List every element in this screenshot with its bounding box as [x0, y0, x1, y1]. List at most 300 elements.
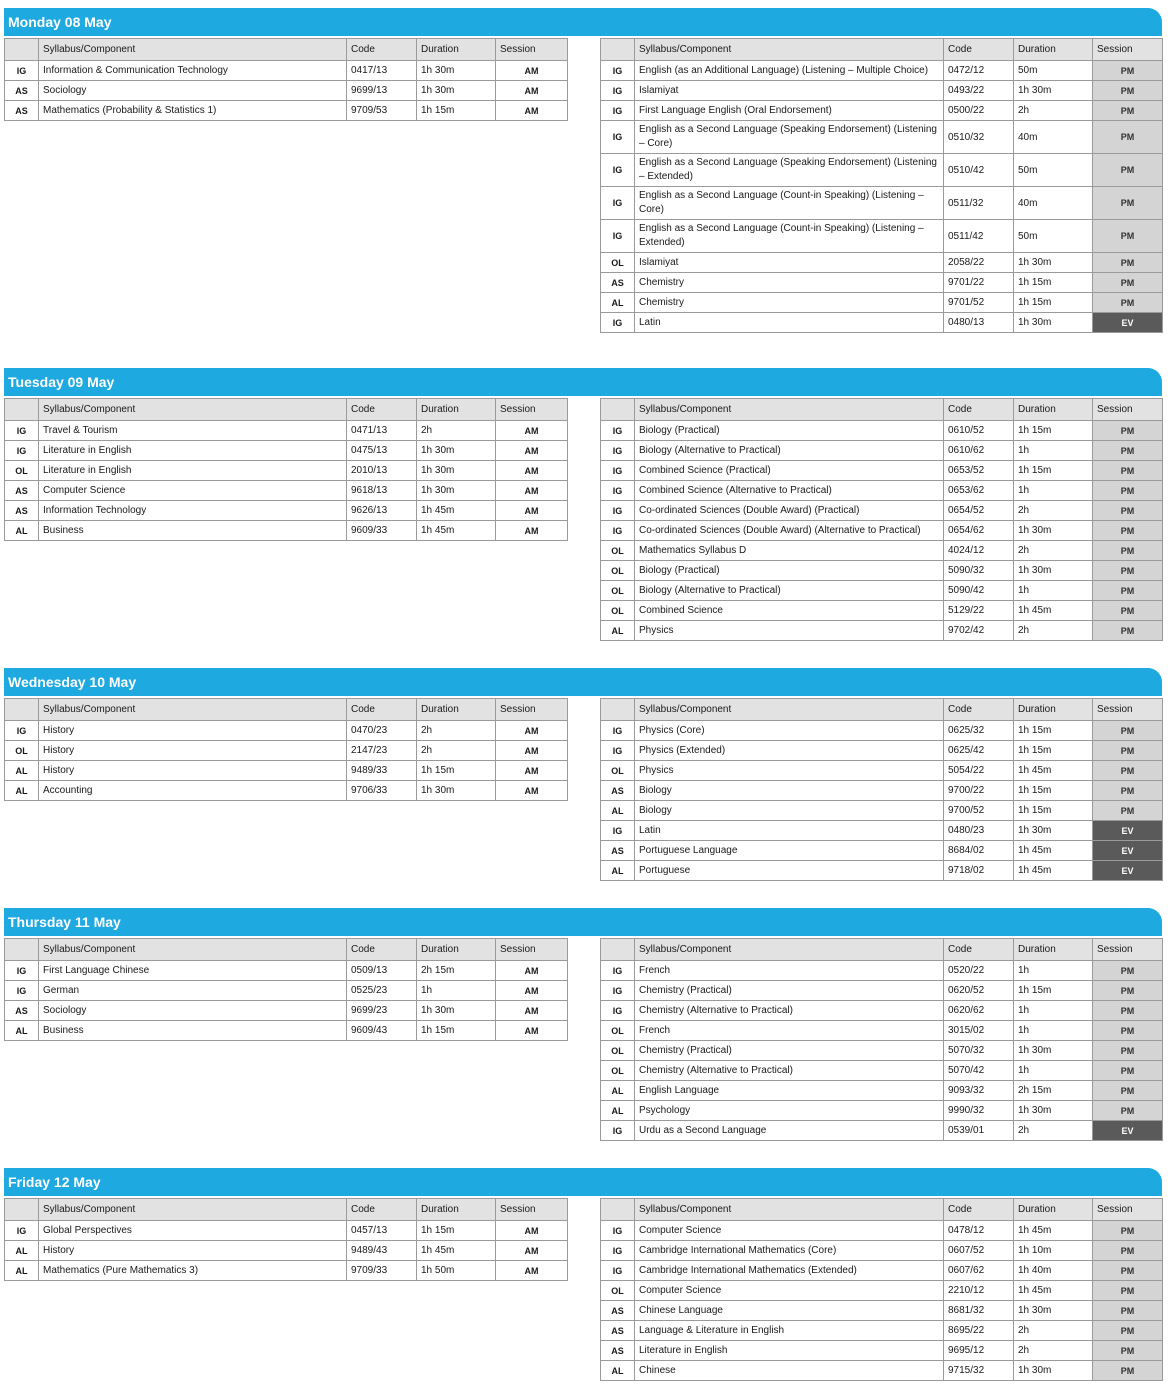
duration-header: Duration: [1014, 399, 1093, 421]
duration-header: Duration: [417, 399, 496, 421]
session-cell: PM: [1093, 101, 1163, 121]
duration-cell: 1h 45m: [1014, 761, 1093, 781]
code-cell: 0654/62: [944, 521, 1014, 541]
table-header-row: [5, 939, 568, 961]
syllabus-header: Syllabus/Component: [635, 399, 944, 421]
table-row: [601, 1261, 1163, 1281]
code-cell: 9609/43: [347, 1021, 417, 1041]
table-row: [601, 154, 1163, 187]
right-schedule-table: [600, 938, 1163, 1141]
table-row: [5, 61, 568, 81]
syllabus-cell: German: [39, 981, 347, 1001]
code-cell: 0654/52: [944, 501, 1014, 521]
level-cell: AS: [5, 481, 39, 501]
syllabus-cell: Sociology: [39, 81, 347, 101]
table-row: [5, 441, 568, 461]
duration-cell: 1h: [1014, 961, 1093, 981]
duration-cell: 1h 15m: [417, 1021, 496, 1041]
syllabus-header: Syllabus/Component: [635, 699, 944, 721]
level-cell: AS: [5, 501, 39, 521]
day-title: Friday 12 May: [4, 1168, 1162, 1196]
table-row: [601, 81, 1163, 101]
duration-cell: 1h 30m: [1014, 1361, 1093, 1381]
code-cell: 0607/52: [944, 1241, 1014, 1261]
code-cell: 0510/32: [944, 121, 1014, 154]
code-cell: 9715/32: [944, 1361, 1014, 1381]
syllabus-cell: Latin: [635, 313, 944, 333]
duration-cell: 1h: [1014, 441, 1093, 461]
code-cell: 0417/13: [347, 61, 417, 81]
level-cell: IG: [601, 313, 635, 333]
session-cell: PM: [1093, 1081, 1163, 1101]
duration-cell: 1h 30m: [1014, 1101, 1093, 1121]
duration-cell: 2h: [1014, 541, 1093, 561]
table-row: [601, 1241, 1163, 1261]
table-row: [601, 521, 1163, 541]
right-schedule-table: [600, 38, 1163, 333]
syllabus-header: Syllabus/Component: [635, 939, 944, 961]
table-row: [601, 741, 1163, 761]
session-cell: PM: [1093, 1241, 1163, 1261]
duration-cell: 2h: [417, 421, 496, 441]
duration-cell: 1h 30m: [1014, 1041, 1093, 1061]
code-cell: 9718/02: [944, 861, 1014, 881]
duration-cell: 1h 30m: [417, 481, 496, 501]
level-cell: IG: [5, 1221, 39, 1241]
session-cell: PM: [1093, 121, 1163, 154]
table-row: [601, 1021, 1163, 1041]
table-row: [5, 521, 568, 541]
code-cell: 5090/42: [944, 581, 1014, 601]
duration-cell: 1h 30m: [417, 81, 496, 101]
syllabus-cell: Biology (Alternative to Practical): [635, 581, 944, 601]
syllabus-cell: Latin: [635, 821, 944, 841]
level-cell: AL: [5, 1261, 39, 1281]
syllabus-header: Syllabus/Component: [39, 1199, 347, 1221]
level-cell: IG: [601, 1221, 635, 1241]
code-cell: 0510/42: [944, 154, 1014, 187]
syllabus-cell: History: [39, 721, 347, 741]
duration-header: Duration: [417, 39, 496, 61]
level-header: [5, 699, 39, 721]
duration-cell: 50m: [1014, 154, 1093, 187]
level-cell: AL: [5, 781, 39, 801]
code-cell: 0607/62: [944, 1261, 1014, 1281]
level-cell: OL: [601, 1021, 635, 1041]
duration-cell: 1h 45m: [1014, 1221, 1093, 1241]
syllabus-cell: Combined Science (Alternative to Practical): [635, 481, 944, 501]
level-cell: AS: [601, 1301, 635, 1321]
code-cell: 9618/13: [347, 481, 417, 501]
syllabus-cell: Business: [39, 1021, 347, 1041]
table-header-row: [5, 399, 568, 421]
table-row: [601, 1101, 1163, 1121]
table-row: [601, 1061, 1163, 1081]
duration-cell: 1h 15m: [1014, 421, 1093, 441]
session-cell: PM: [1093, 441, 1163, 461]
level-cell: IG: [601, 421, 635, 441]
left-schedule-table: [4, 398, 568, 541]
code-cell: 8695/22: [944, 1321, 1014, 1341]
level-cell: IG: [5, 61, 39, 81]
code-header: Code: [347, 39, 417, 61]
level-cell: IG: [601, 741, 635, 761]
syllabus-cell: Chinese Language: [635, 1301, 944, 1321]
syllabus-cell: English as a Second Language (Count-in Speaking) (Listening – Extended): [635, 220, 944, 253]
syllabus-header: Syllabus/Component: [635, 39, 944, 61]
syllabus-cell: Accounting: [39, 781, 347, 801]
table-header-row: [601, 699, 1163, 721]
left-schedule-table: [4, 38, 568, 121]
session-cell: PM: [1093, 781, 1163, 801]
session-cell: AM: [496, 1241, 568, 1261]
session-cell: PM: [1093, 461, 1163, 481]
code-header: Code: [347, 699, 417, 721]
code-cell: 5070/32: [944, 1041, 1014, 1061]
code-cell: 5129/22: [944, 601, 1014, 621]
code-cell: 9699/13: [347, 81, 417, 101]
session-cell: PM: [1093, 253, 1163, 273]
session-cell: PM: [1093, 1321, 1163, 1341]
duration-cell: 1h 15m: [1014, 781, 1093, 801]
level-cell: IG: [601, 220, 635, 253]
syllabus-cell: Chemistry (Practical): [635, 981, 944, 1001]
code-cell: 9990/32: [944, 1101, 1014, 1121]
syllabus-cell: Information & Communication Technology: [39, 61, 347, 81]
syllabus-cell: Chemistry: [635, 273, 944, 293]
duration-cell: 1h 15m: [1014, 721, 1093, 741]
table-row: [601, 541, 1163, 561]
syllabus-cell: Chemistry (Alternative to Practical): [635, 1061, 944, 1081]
table-row: [5, 1241, 568, 1261]
table-row: [5, 741, 568, 761]
level-cell: AL: [601, 1081, 635, 1101]
syllabus-cell: Portuguese: [635, 861, 944, 881]
session-cell: PM: [1093, 521, 1163, 541]
level-cell: OL: [601, 253, 635, 273]
syllabus-cell: English as a Second Language (Speaking Endorsement) (Listening – Extended): [635, 154, 944, 187]
duration-cell: 2h 15m: [1014, 1081, 1093, 1101]
code-header: Code: [347, 399, 417, 421]
table-row: [5, 481, 568, 501]
level-cell: IG: [601, 981, 635, 1001]
syllabus-cell: Information Technology: [39, 501, 347, 521]
table-row: [601, 781, 1163, 801]
syllabus-cell: Computer Science: [635, 1281, 944, 1301]
code-cell: 0509/13: [347, 961, 417, 981]
code-cell: 0610/52: [944, 421, 1014, 441]
session-cell: PM: [1093, 1361, 1163, 1381]
syllabus-cell: Co-ordinated Sciences (Double Award) (Practical): [635, 501, 944, 521]
table-row: [601, 841, 1163, 861]
table-row: [5, 501, 568, 521]
duration-cell: 1h: [1014, 1021, 1093, 1041]
table-row: [5, 781, 568, 801]
level-cell: IG: [601, 101, 635, 121]
syllabus-cell: French: [635, 1021, 944, 1041]
duration-cell: 1h 45m: [417, 1241, 496, 1261]
level-header: [5, 1199, 39, 1221]
code-cell: 9701/22: [944, 273, 1014, 293]
code-cell: 9626/13: [347, 501, 417, 521]
duration-cell: 1h 45m: [1014, 861, 1093, 881]
table-row: [5, 961, 568, 981]
code-cell: 0478/12: [944, 1221, 1014, 1241]
level-cell: IG: [601, 121, 635, 154]
table-row: [5, 421, 568, 441]
syllabus-cell: English (as an Additional Language) (Listening – Multiple Choice): [635, 61, 944, 81]
session-cell: PM: [1093, 481, 1163, 501]
session-cell: AM: [496, 81, 568, 101]
session-cell: EV: [1093, 841, 1163, 861]
table-row: [5, 101, 568, 121]
session-cell: PM: [1093, 561, 1163, 581]
session-header: Session: [496, 399, 568, 421]
code-cell: 0620/52: [944, 981, 1014, 1001]
syllabus-cell: French: [635, 961, 944, 981]
level-header: [601, 699, 635, 721]
code-cell: 0525/23: [347, 981, 417, 1001]
table-row: [601, 121, 1163, 154]
level-cell: AL: [601, 1101, 635, 1121]
session-cell: PM: [1093, 1221, 1163, 1241]
level-cell: IG: [601, 461, 635, 481]
table-header-row: [601, 1199, 1163, 1221]
table-row: [601, 1341, 1163, 1361]
level-cell: IG: [601, 1241, 635, 1261]
level-header: [5, 39, 39, 61]
table-row: [5, 81, 568, 101]
table-row: [601, 981, 1163, 1001]
duration-cell: 1h 45m: [417, 501, 496, 521]
code-cell: 0653/52: [944, 461, 1014, 481]
duration-header: Duration: [417, 699, 496, 721]
code-cell: 8681/32: [944, 1301, 1014, 1321]
syllabus-cell: Sociology: [39, 1001, 347, 1021]
duration-header: Duration: [1014, 1199, 1093, 1221]
session-cell: EV: [1093, 313, 1163, 333]
duration-cell: 1h 15m: [1014, 981, 1093, 1001]
code-cell: 3015/02: [944, 1021, 1014, 1041]
code-cell: 2058/22: [944, 253, 1014, 273]
code-cell: 0511/32: [944, 187, 1014, 220]
duration-cell: 1h 15m: [417, 1221, 496, 1241]
level-cell: AS: [601, 841, 635, 861]
duration-cell: 1h 50m: [417, 1261, 496, 1281]
table-row: [601, 1041, 1163, 1061]
syllabus-cell: Cambridge International Mathematics (Extended): [635, 1261, 944, 1281]
table-row: [5, 981, 568, 1001]
code-cell: 2210/12: [944, 1281, 1014, 1301]
syllabus-cell: Mathematics Syllabus D: [635, 541, 944, 561]
syllabus-cell: Chemistry: [635, 293, 944, 313]
level-cell: AL: [5, 1021, 39, 1041]
session-cell: PM: [1093, 541, 1163, 561]
syllabus-cell: Computer Science: [39, 481, 347, 501]
table-row: [601, 313, 1163, 333]
level-cell: IG: [601, 154, 635, 187]
level-cell: AS: [601, 1321, 635, 1341]
level-cell: AS: [5, 1001, 39, 1021]
right-schedule-table: [600, 1198, 1163, 1381]
code-cell: 9489/43: [347, 1241, 417, 1261]
session-cell: PM: [1093, 1261, 1163, 1281]
left-schedule-table: [4, 1198, 568, 1281]
level-cell: IG: [5, 421, 39, 441]
syllabus-cell: English Language: [635, 1081, 944, 1101]
table-row: [601, 1001, 1163, 1021]
code-cell: 0472/12: [944, 61, 1014, 81]
table-row: [601, 101, 1163, 121]
session-cell: PM: [1093, 81, 1163, 101]
level-cell: AL: [601, 801, 635, 821]
code-cell: 4024/12: [944, 541, 1014, 561]
duration-cell: 1h 40m: [1014, 1261, 1093, 1281]
level-cell: IG: [601, 961, 635, 981]
level-cell: AL: [601, 293, 635, 313]
code-cell: 9700/52: [944, 801, 1014, 821]
session-cell: PM: [1093, 721, 1163, 741]
level-cell: IG: [601, 721, 635, 741]
syllabus-cell: Chemistry (Practical): [635, 1041, 944, 1061]
table-header-row: [5, 39, 568, 61]
session-cell: AM: [496, 61, 568, 81]
code-cell: 0457/13: [347, 1221, 417, 1241]
level-cell: OL: [601, 601, 635, 621]
level-cell: AS: [601, 273, 635, 293]
table-header-row: [5, 699, 568, 721]
code-cell: 0653/62: [944, 481, 1014, 501]
code-cell: 0620/62: [944, 1001, 1014, 1021]
code-cell: 2010/13: [347, 461, 417, 481]
level-cell: AS: [5, 81, 39, 101]
duration-cell: 1h 15m: [417, 761, 496, 781]
level-cell: OL: [601, 561, 635, 581]
table-row: [601, 461, 1163, 481]
duration-header: Duration: [1014, 699, 1093, 721]
table-row: [601, 1221, 1163, 1241]
duration-cell: 2h 15m: [417, 961, 496, 981]
syllabus-cell: Portuguese Language: [635, 841, 944, 861]
table-row: [601, 1081, 1163, 1101]
session-header: Session: [496, 39, 568, 61]
session-header: Session: [1093, 39, 1163, 61]
level-cell: OL: [601, 541, 635, 561]
code-cell: 9093/32: [944, 1081, 1014, 1101]
day-title: Thursday 11 May: [4, 908, 1162, 936]
duration-cell: 1h 15m: [1014, 461, 1093, 481]
code-cell: 9695/12: [944, 1341, 1014, 1361]
table-row: [601, 601, 1163, 621]
table-row: [601, 441, 1163, 461]
code-cell: 0471/13: [347, 421, 417, 441]
session-cell: AM: [496, 421, 568, 441]
table-row: [601, 961, 1163, 981]
session-cell: AM: [496, 761, 568, 781]
table-row: [601, 581, 1163, 601]
duration-cell: 1h 30m: [1014, 1301, 1093, 1321]
day-title: Tuesday 09 May: [4, 368, 1162, 396]
syllabus-cell: Islamiyat: [635, 81, 944, 101]
code-cell: 0493/22: [944, 81, 1014, 101]
session-cell: AM: [496, 961, 568, 981]
session-cell: PM: [1093, 1341, 1163, 1361]
syllabus-cell: Co-ordinated Sciences (Double Award) (Alternative to Practical): [635, 521, 944, 541]
table-row: [601, 761, 1163, 781]
table-row: [601, 561, 1163, 581]
syllabus-cell: First Language English (Oral Endorsement): [635, 101, 944, 121]
code-cell: 5070/42: [944, 1061, 1014, 1081]
level-header: [5, 939, 39, 961]
session-header: Session: [1093, 1199, 1163, 1221]
syllabus-cell: Business: [39, 521, 347, 541]
session-cell: PM: [1093, 1061, 1163, 1081]
duration-cell: 1h 30m: [417, 781, 496, 801]
duration-cell: 50m: [1014, 61, 1093, 81]
duration-cell: 1h 15m: [1014, 293, 1093, 313]
duration-cell: 1h: [417, 981, 496, 1001]
duration-cell: 40m: [1014, 121, 1093, 154]
code-cell: 0625/32: [944, 721, 1014, 741]
session-cell: PM: [1093, 273, 1163, 293]
code-cell: 9701/52: [944, 293, 1014, 313]
session-cell: AM: [496, 1001, 568, 1021]
duration-cell: 1h 30m: [1014, 81, 1093, 101]
table-row: [601, 187, 1163, 220]
duration-cell: 1h 45m: [1014, 601, 1093, 621]
duration-cell: 2h: [1014, 101, 1093, 121]
session-cell: PM: [1093, 761, 1163, 781]
level-cell: AL: [5, 521, 39, 541]
syllabus-header: Syllabus/Component: [39, 39, 347, 61]
right-schedule-table: [600, 698, 1163, 881]
duration-cell: 2h: [417, 741, 496, 761]
syllabus-cell: Biology (Practical): [635, 421, 944, 441]
code-cell: 9709/53: [347, 101, 417, 121]
code-cell: 0475/13: [347, 441, 417, 461]
session-header: Session: [1093, 699, 1163, 721]
syllabus-cell: English as a Second Language (Speaking Endorsement) (Listening – Core): [635, 121, 944, 154]
session-cell: EV: [1093, 1121, 1163, 1141]
duration-cell: 1h 30m: [417, 441, 496, 461]
code-cell: 9709/33: [347, 1261, 417, 1281]
session-cell: PM: [1093, 621, 1163, 641]
syllabus-cell: Combined Science: [635, 601, 944, 621]
duration-cell: 50m: [1014, 220, 1093, 253]
table-row: [5, 1021, 568, 1041]
syllabus-cell: Literature in English: [39, 461, 347, 481]
code-cell: 0610/62: [944, 441, 1014, 461]
code-cell: 5090/32: [944, 561, 1014, 581]
table-row: [601, 1361, 1163, 1381]
syllabus-header: Syllabus/Component: [39, 939, 347, 961]
code-cell: 9702/42: [944, 621, 1014, 641]
duration-cell: 2h: [417, 721, 496, 741]
duration-cell: 1h 30m: [1014, 521, 1093, 541]
code-cell: 0480/23: [944, 821, 1014, 841]
table-row: [601, 621, 1163, 641]
session-cell: AM: [496, 441, 568, 461]
session-cell: AM: [496, 481, 568, 501]
level-cell: AL: [601, 621, 635, 641]
table-row: [601, 1301, 1163, 1321]
session-header: Session: [496, 1199, 568, 1221]
session-cell: AM: [496, 461, 568, 481]
duration-header: Duration: [417, 1199, 496, 1221]
session-cell: AM: [496, 1261, 568, 1281]
table-row: [601, 1121, 1163, 1141]
code-cell: 9609/33: [347, 521, 417, 541]
